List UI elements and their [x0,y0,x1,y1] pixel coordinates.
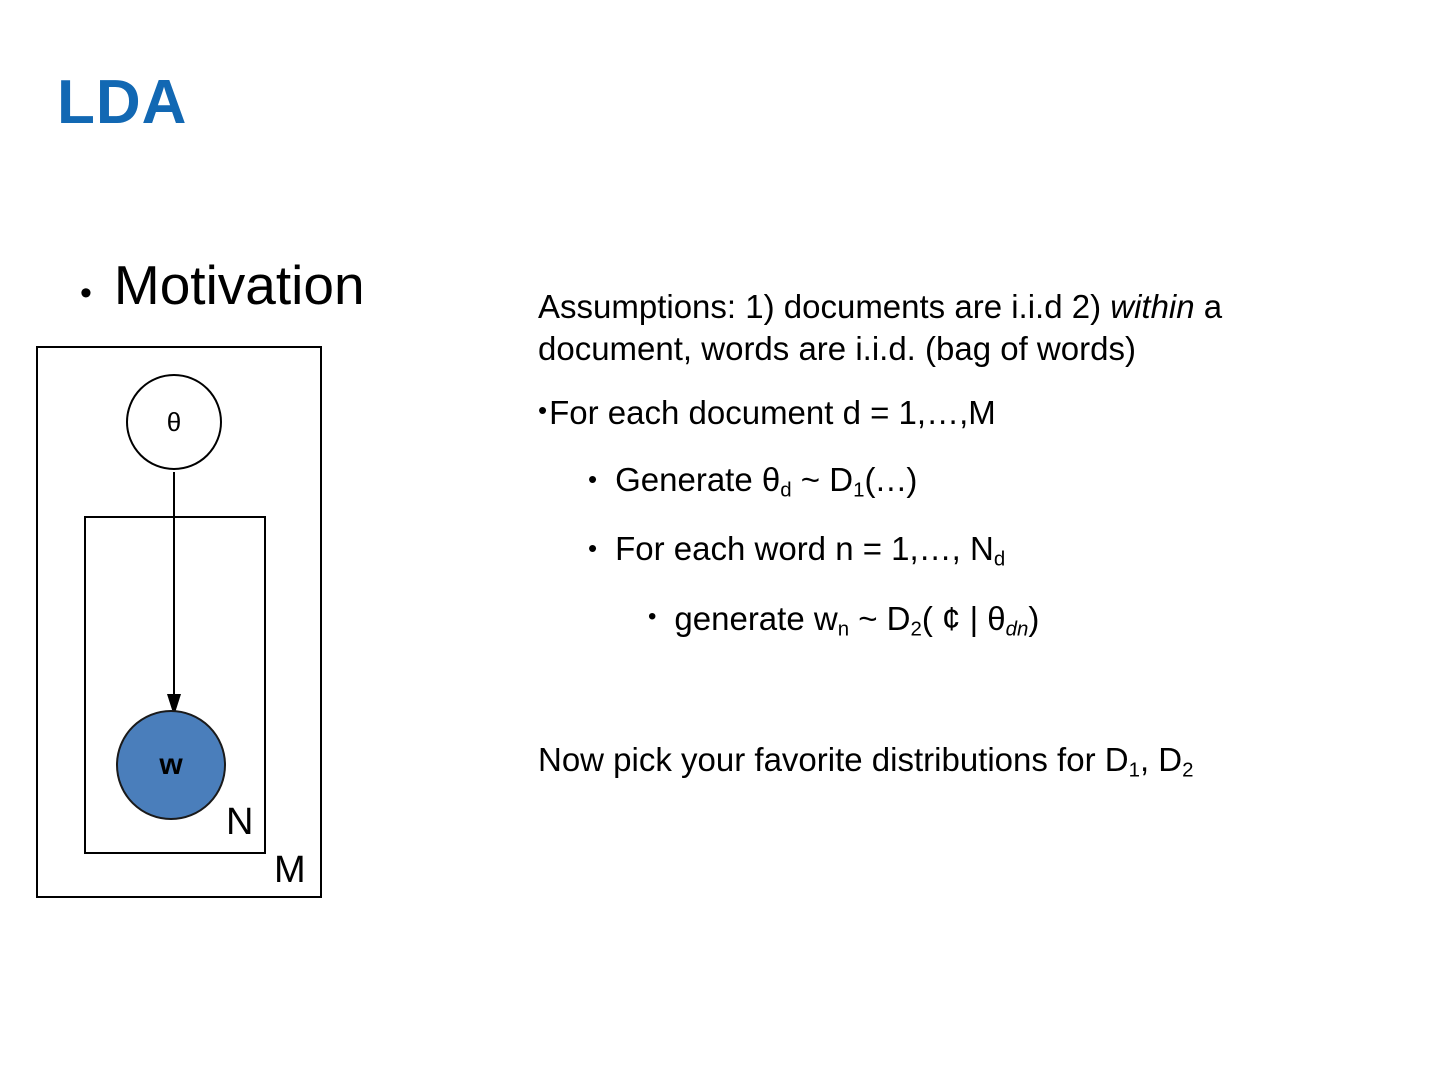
generate-word-mid2: ( ¢ | θ [921,600,1006,638]
inner-plate-label: N [226,801,254,843]
assumptions-paragraph [538,286,1348,370]
bullet-glyph-icon: • [588,532,598,563]
for-each-word-sub: d [993,547,1006,571]
closing-line-sub1: 1 [1128,759,1140,783]
assumptions-text-part1: Assumptions: 1) documents are i.i.d 2) [538,288,1111,325]
for-each-word-pre: For each word n = 1,…, N [615,529,994,567]
generate-word-sub3: dn [1005,618,1029,642]
generate-word-sub2: 2 [910,618,922,642]
generate-theta-text [615,459,916,504]
list-item-for-each-document [538,392,1378,434]
page-title: LDA [57,68,188,137]
closing-line-mid: , D [1139,741,1183,779]
closing-line [538,739,1378,784]
generate-theta-sub: d [780,478,792,502]
bullet-glyph-icon: • [80,274,92,312]
generative-process-block [538,286,1378,784]
bullet-glyph-icon: • [648,603,657,631]
closing-line-pre: Now pick your favorite distributions for D [538,741,1129,779]
list-item-for-each-word [588,528,1378,573]
for-each-document-text: For each document d = 1,…,M [549,394,996,432]
generate-word-pre: generate w [674,600,838,638]
list-item-generate-theta [588,459,1378,504]
generate-theta-post-sub: 1 [853,478,865,502]
bullet-glyph-icon: • [538,395,548,426]
assumptions-text-part2: a document, words are i.i.d. (bag of words) [538,288,1223,368]
generate-word-text [674,598,1039,643]
assumptions-emphasis: within [1110,288,1195,325]
bullet-glyph-icon: • [588,463,598,494]
generate-theta-post: ~ D [791,460,854,498]
motivation-bullet-row [80,254,365,316]
closing-line-sub2: 2 [1182,759,1194,783]
outer-plate-label: M [274,849,306,891]
generate-theta-pre: Generate θ [615,460,781,498]
theta-node: θ [126,374,222,470]
list-item-generate-word [648,598,1378,643]
generate-word-sub1: n [837,618,850,642]
for-each-word-text [615,528,1005,573]
generate-word-tail: ) [1028,600,1040,638]
motivation-label: Motivation [113,254,365,316]
word-node: w [116,710,226,820]
generate-theta-tail: (…) [864,460,917,498]
plate-notation-diagram [36,346,326,902]
generate-word-mid: ~ D [849,600,911,638]
